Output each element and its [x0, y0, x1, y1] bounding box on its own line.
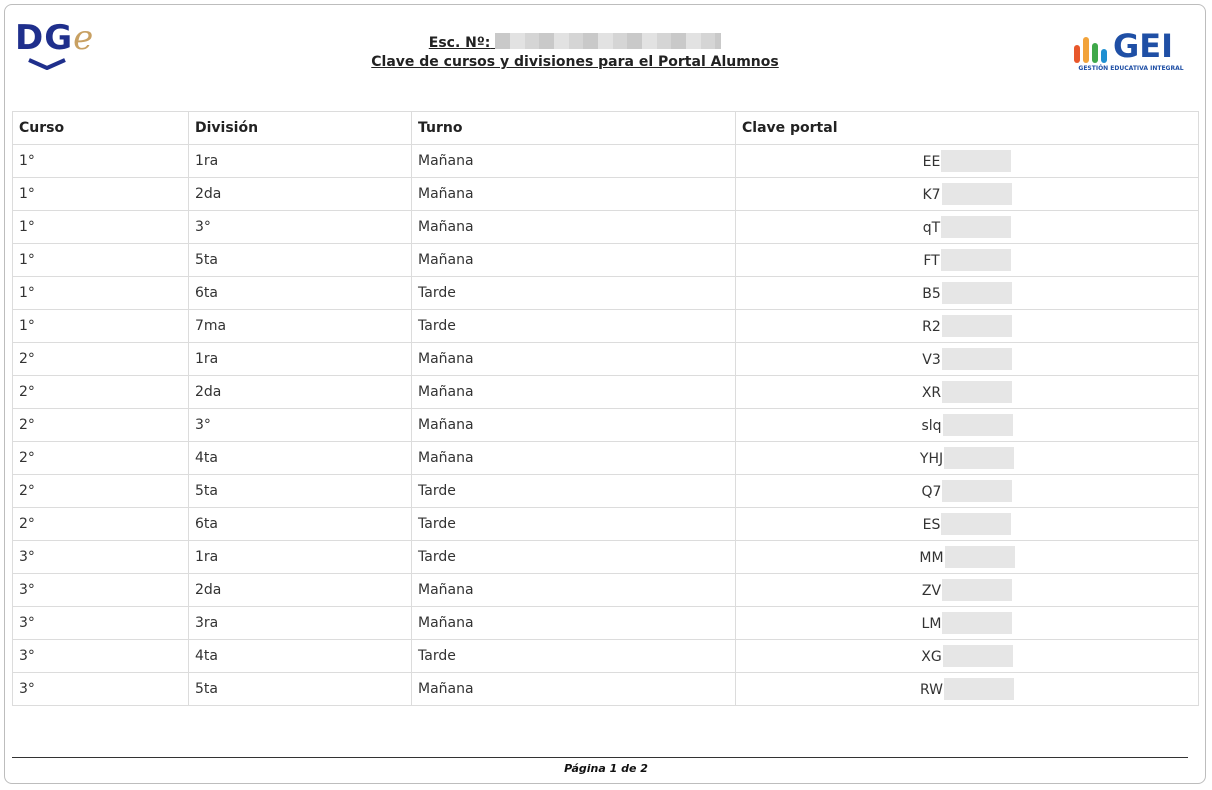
column-header-turno: Turno — [412, 112, 736, 145]
clave-code: Q7 — [921, 484, 942, 500]
clave-code: ZV — [921, 583, 942, 599]
clave-redacted — [941, 150, 1011, 172]
table-row — [13, 475, 1199, 508]
cell-clave — [736, 409, 1199, 442]
cell-clave — [736, 475, 1199, 508]
cell-clave — [736, 211, 1199, 244]
cell-division: 2da — [189, 574, 412, 607]
cell-clave — [736, 343, 1199, 376]
cell-curso: 1° — [13, 211, 189, 244]
table-row — [13, 343, 1199, 376]
cell-curso: 1° — [13, 244, 189, 277]
cell-division: 3ra — [189, 607, 412, 640]
table-row — [13, 541, 1199, 574]
table-row — [13, 409, 1199, 442]
cell-curso: 2° — [13, 508, 189, 541]
clave-redacted — [944, 447, 1014, 469]
cell-clave — [736, 640, 1199, 673]
cell-division: 6ta — [189, 508, 412, 541]
footer-divider — [12, 757, 1188, 758]
cell-turno: Mañana — [412, 343, 736, 376]
cell-turno: Tarde — [412, 475, 736, 508]
cell-clave — [736, 607, 1199, 640]
table-row — [13, 244, 1199, 277]
cell-division: 1ra — [189, 343, 412, 376]
cell-curso: 2° — [13, 376, 189, 409]
table-body — [13, 145, 1199, 706]
clave-redacted — [942, 381, 1012, 403]
cell-division: 5ta — [189, 244, 412, 277]
cell-division: 3° — [189, 211, 412, 244]
clave-code: XG — [921, 649, 942, 665]
clave-redacted — [942, 183, 1012, 205]
school-redacted — [495, 33, 721, 49]
cell-division: 4ta — [189, 442, 412, 475]
cell-clave — [736, 244, 1199, 277]
dge-logo-accent: e — [73, 18, 95, 58]
clave-code: YHJ — [919, 451, 944, 467]
cell-curso: 3° — [13, 673, 189, 706]
cell-clave — [736, 574, 1199, 607]
cell-division: 2da — [189, 376, 412, 409]
gei-logo-text: GEI — [1113, 27, 1174, 65]
cell-clave — [736, 376, 1199, 409]
clave-code: MM — [919, 550, 944, 566]
cell-division: 3° — [189, 409, 412, 442]
cell-turno: Tarde — [412, 310, 736, 343]
table-row — [13, 310, 1199, 343]
clave-redacted — [942, 282, 1012, 304]
table-row — [13, 640, 1199, 673]
courses-table — [12, 111, 1199, 706]
cell-clave — [736, 541, 1199, 574]
clave-redacted — [941, 249, 1011, 271]
cell-curso: 1° — [13, 277, 189, 310]
column-header-clave: Clave portal — [736, 112, 1199, 145]
clave-redacted — [942, 579, 1012, 601]
clave-code: B5 — [922, 286, 941, 302]
clave-redacted — [943, 414, 1013, 436]
clave-redacted — [942, 315, 1012, 337]
cell-turno: Mañana — [412, 178, 736, 211]
school-line — [305, 33, 845, 53]
cell-turno: Mañana — [412, 574, 736, 607]
dge-logo-text: DG — [15, 18, 74, 58]
cell-turno: Tarde — [412, 640, 736, 673]
school-label: Esc. Nº: — [428, 35, 491, 51]
dge-logo — [15, 18, 95, 81]
table-row — [13, 178, 1199, 211]
clave-redacted — [943, 645, 1013, 667]
cell-turno: Mañana — [412, 145, 736, 178]
cell-curso: 3° — [13, 574, 189, 607]
table-row — [13, 607, 1199, 640]
cell-clave — [736, 277, 1199, 310]
cell-clave — [736, 442, 1199, 475]
cell-curso: 2° — [13, 475, 189, 508]
clave-redacted — [942, 612, 1012, 634]
cell-curso: 2° — [13, 343, 189, 376]
cell-turno: Tarde — [412, 541, 736, 574]
cell-division: 5ta — [189, 475, 412, 508]
clave-code: LM — [921, 616, 942, 632]
gei-logo — [1073, 29, 1185, 79]
table-row — [13, 277, 1199, 310]
cell-clave — [736, 310, 1199, 343]
clave-code: qT — [922, 220, 941, 236]
clave-redacted — [944, 678, 1014, 700]
bar-chart-icon — [1073, 35, 1111, 63]
clave-code: FT — [923, 253, 940, 269]
cell-turno: Tarde — [412, 508, 736, 541]
cell-division: 5ta — [189, 673, 412, 706]
cell-curso: 1° — [13, 310, 189, 343]
clave-code: RW — [919, 682, 943, 698]
cell-turno: Mañana — [412, 376, 736, 409]
cell-division: 7ma — [189, 310, 412, 343]
clave-code: R2 — [922, 319, 941, 335]
cell-turno: Mañana — [412, 607, 736, 640]
page-number: Página 1 de 2 — [564, 762, 648, 775]
cell-clave — [736, 178, 1199, 211]
table-row — [13, 574, 1199, 607]
clave-redacted — [941, 216, 1011, 238]
cell-turno: Tarde — [412, 277, 736, 310]
clave-code: ES — [922, 517, 941, 533]
cell-curso: 3° — [13, 607, 189, 640]
clave-code: XR — [921, 385, 942, 401]
cell-turno: Mañana — [412, 442, 736, 475]
cell-division: 1ra — [189, 145, 412, 178]
cell-turno: Mañana — [412, 211, 736, 244]
column-header-curso: Curso — [13, 112, 189, 145]
cell-division: 2da — [189, 178, 412, 211]
cell-curso: 1° — [13, 145, 189, 178]
clave-redacted — [941, 513, 1011, 535]
gei-logo-subtitle: GESTIÓN EDUCATIVA INTEGRAL — [1078, 65, 1184, 72]
clave-redacted — [945, 546, 1015, 568]
table-row — [13, 442, 1199, 475]
cell-curso: 3° — [13, 541, 189, 574]
cell-turno: Mañana — [412, 244, 736, 277]
clave-code: slq — [921, 418, 942, 434]
table-header-row — [13, 112, 1199, 145]
table-row — [13, 376, 1199, 409]
report-title: Clave de cursos y divisiones para el Portal Alumnos — [371, 54, 779, 70]
report-header — [305, 33, 845, 72]
book-icon — [27, 57, 67, 73]
cell-curso: 2° — [13, 409, 189, 442]
clave-redacted — [942, 348, 1012, 370]
column-header-division: División — [189, 112, 412, 145]
clave-code: V3 — [922, 352, 941, 368]
cell-division: 1ra — [189, 541, 412, 574]
cell-clave — [736, 673, 1199, 706]
table-row — [13, 211, 1199, 244]
cell-turno: Mañana — [412, 673, 736, 706]
table-row — [13, 508, 1199, 541]
cell-clave — [736, 508, 1199, 541]
table-row — [13, 673, 1199, 706]
cell-clave — [736, 145, 1199, 178]
cell-curso: 3° — [13, 640, 189, 673]
cell-curso: 2° — [13, 442, 189, 475]
clave-code: EE — [922, 154, 941, 170]
cell-division: 4ta — [189, 640, 412, 673]
cell-division: 6ta — [189, 277, 412, 310]
table-row — [13, 145, 1199, 178]
cell-turno: Mañana — [412, 409, 736, 442]
cell-curso: 1° — [13, 178, 189, 211]
clave-code: K7 — [922, 187, 941, 203]
clave-redacted — [942, 480, 1012, 502]
